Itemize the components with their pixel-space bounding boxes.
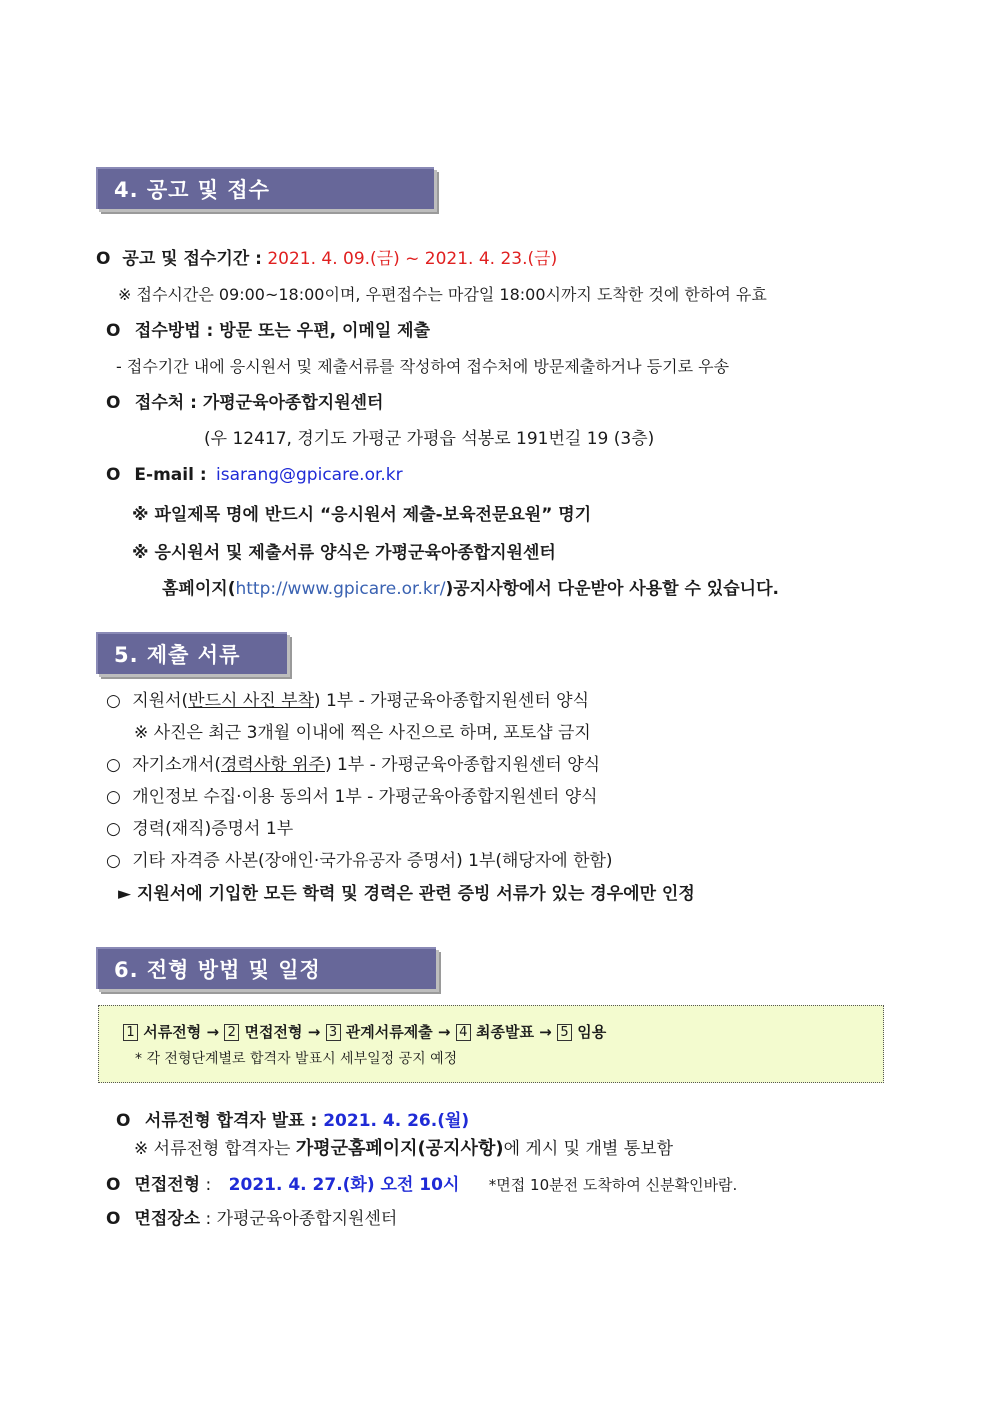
interview-note: *면접 10분전 도착하여 신분확인바람. (488, 1176, 738, 1194)
process-note: * 각 전형단계별로 합격자 발표시 세부일정 공지 예정 (135, 1051, 458, 1067)
doc-2-pre: 자기소개서( (132, 755, 221, 775)
doc-result-note-bold: 가평군홈페이지(공지사항) (295, 1138, 504, 1159)
bullet: O (106, 321, 121, 341)
interview-line (106, 1174, 737, 1196)
bullet: O (106, 1175, 121, 1195)
period-label: 공고 및 접수기간 : (122, 249, 262, 269)
bullet: O (106, 465, 121, 485)
bullet: O (106, 393, 121, 413)
doc-4-text: 경력(재직)증명서 1부 (132, 819, 294, 839)
process-steps (123, 1021, 606, 1043)
step-1-number: 1 (123, 1024, 138, 1041)
doc-3 (106, 786, 598, 808)
doc-1 (106, 690, 589, 712)
section-4-header (96, 167, 434, 209)
step-2-label: 면접전형 (244, 1023, 303, 1041)
doc-result-note-pre: ※ 서류전형 합격자는 (134, 1139, 296, 1159)
period-line (96, 248, 557, 270)
step-5-number: 5 (557, 1024, 572, 1041)
section-5-header (96, 632, 287, 674)
doc-result-note (134, 1138, 673, 1160)
arrow: → (437, 1023, 451, 1041)
doc-1-pre: 지원서( (132, 691, 189, 711)
venue-value: : 가평군육아종합지원센터 (205, 1209, 398, 1229)
section-6-header (96, 947, 436, 989)
method-text: 접수방법 : 방문 또는 우편, 이메일 제출 (134, 321, 431, 341)
section-6-title: 6. 전형 방법 및 일정 (114, 958, 321, 982)
bullet: O (96, 249, 111, 269)
step-2-number: 2 (224, 1024, 239, 1041)
email-label: E-mail : (134, 465, 207, 485)
bullet: ○ (106, 851, 121, 871)
doc-1-underlined: 반드시 사진 부착 (188, 691, 314, 711)
step-3-number: 3 (326, 1024, 341, 1041)
form-note-2 (162, 578, 779, 600)
time-note: ※ 접수시간은 09:00~18:00이며, 우편접수는 마감일 18:00시까지 도착한 것에 한하여 유효 (118, 285, 767, 304)
doc-5-text: 기타 자격증 사본(장애인·국가유공자 증명서) 1부(해당자에 한함) (132, 851, 613, 871)
bullet: ○ (106, 691, 121, 711)
form-note-1: ※ 응시원서 및 제출서류 양식은 가평군육아종합지원센터 (132, 543, 556, 563)
doc-result-line (116, 1110, 469, 1132)
bullet: ○ (106, 755, 121, 775)
section-5-title: 5. 제출 서류 (114, 643, 241, 667)
doc-5 (106, 850, 613, 872)
period-value: 2021. 4. 09.(금) ~ 2021. 4. 23.(금) (267, 249, 558, 269)
step-1-label: 서류전형 (143, 1023, 202, 1041)
doc-result-label: 서류전형 합격자 발표 : (144, 1111, 318, 1131)
file-note: ※ 파일제목 명에 반드시 “응시원서 제출-보육전문요원” 명기 (132, 505, 592, 525)
form-note-2-pre: 홈페이지( (162, 579, 236, 599)
arrow: → (539, 1023, 552, 1041)
homepage-link[interactable]: http://www.gpicare.or.kr/ (235, 579, 446, 599)
evidence-notice: ► 지원서에 기입한 모든 학력 및 경력은 관련 증빙 서류가 있는 경우에만 인정 (118, 884, 695, 904)
bullet: O (116, 1111, 131, 1131)
doc-2-post: ) 1부 - 가평군육아종합지원센터 양식 (324, 755, 601, 775)
doc-4 (106, 818, 293, 840)
doc-1-post: ) 1부 - 가평군육아종합지원센터 양식 (313, 691, 590, 711)
address-text: (우 12417, 경기도 가평군 가평읍 석봉로 191번길 19 (3층) (204, 429, 655, 449)
interview-value: 2021. 4. 27.(화) 오전 10시 (228, 1175, 460, 1195)
step-4-label: 최종발표 (475, 1023, 534, 1041)
step-4-number: 4 (456, 1024, 471, 1041)
step-5-label: 임용 (577, 1023, 607, 1041)
method-line (106, 320, 430, 342)
place-line (106, 392, 383, 414)
doc-2 (106, 754, 600, 776)
section-4-title: 4. 공고 및 접수 (114, 178, 270, 202)
interview-label: 면접전형 (134, 1175, 201, 1195)
bullet: ○ (106, 819, 121, 839)
bullet: O (106, 1209, 121, 1229)
doc-3-text: 개인정보 수집·이용 동의서 1부 - 가평군육아종합지원센터 양식 (132, 787, 598, 807)
arrow: → (307, 1023, 321, 1041)
bullet: ○ (106, 787, 121, 807)
doc-result-note-post: 에 게시 및 개별 통보함 (503, 1139, 673, 1159)
doc-2-underlined: 경력사항 위주 (221, 755, 325, 775)
venue-label: 면접장소 (134, 1209, 201, 1229)
place-text: 접수처 : 가평군육아종합지원센터 (134, 393, 384, 413)
step-3-label: 관계서류제출 (345, 1023, 433, 1041)
doc-1-note: ※ 사진은 최근 3개월 이내에 찍은 사진으로 하며, 포토샵 금지 (134, 723, 591, 743)
venue-line (106, 1208, 397, 1230)
method-desc: - 접수기간 내에 응시원서 및 제출서류를 작성하여 접수처에 방문제출하거나 등기로 우송 (116, 357, 730, 376)
arrow: → (206, 1023, 220, 1041)
doc-result-value: 2021. 4. 26.(월) (323, 1111, 470, 1131)
process-box (98, 1005, 884, 1083)
form-note-2-post: )공지사항에서 다운받아 사용할 수 있습니다. (445, 579, 779, 599)
email-link[interactable]: isarang@gpicare.or.kr (216, 465, 403, 485)
email-line (106, 464, 403, 486)
interview-colon: : (205, 1175, 212, 1195)
